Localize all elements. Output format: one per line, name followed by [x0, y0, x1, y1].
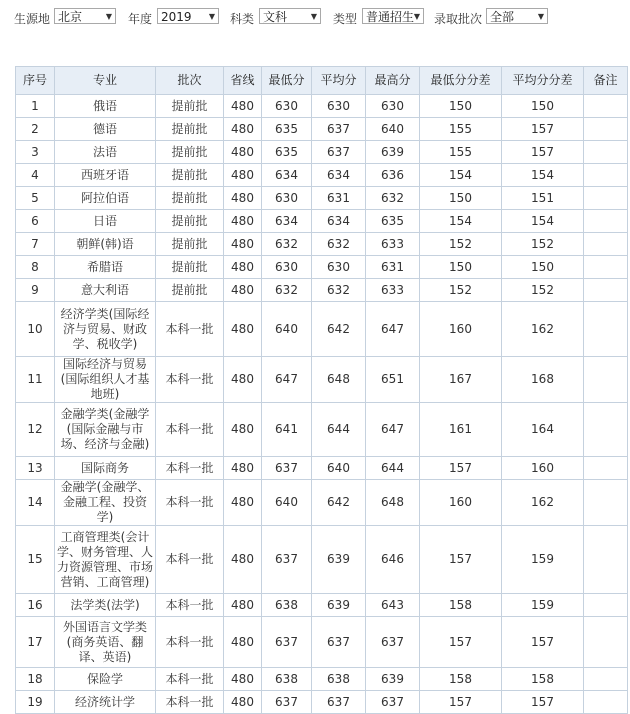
- cell-avg-diff: 160: [502, 457, 584, 480]
- table-row: [16, 210, 628, 233]
- cell-max: 644: [366, 457, 420, 480]
- subject-select[interactable]: [259, 8, 321, 24]
- cell-min: 634: [262, 164, 312, 187]
- cell-batch: 提前批: [156, 187, 224, 210]
- filter-label-year: 年度: [128, 12, 153, 26]
- cell-min: 647: [262, 357, 312, 403]
- cell-avg-diff: 158: [502, 668, 584, 691]
- cell-avg: 632: [312, 233, 366, 256]
- cell-avg-diff: 152: [502, 279, 584, 302]
- cell-note: [584, 141, 628, 164]
- table-row: [16, 187, 628, 210]
- year-select[interactable]: [157, 8, 219, 24]
- header-no: 序号: [16, 67, 55, 95]
- cell-note: [584, 457, 628, 480]
- header-min-diff: 最低分分差: [420, 67, 502, 95]
- cell-min-diff: 158: [420, 594, 502, 617]
- cell-max: 640: [366, 118, 420, 141]
- cell-min-diff: 167: [420, 357, 502, 403]
- header-max: 最高分: [366, 67, 420, 95]
- cell-batch: 提前批: [156, 141, 224, 164]
- filter-bar: [0, 0, 630, 34]
- cell-min-diff: 161: [420, 403, 502, 457]
- cell-avg-diff: 150: [502, 95, 584, 118]
- table-row: [16, 357, 628, 403]
- cell-major: 日语: [55, 210, 156, 233]
- cell-avg-diff: 157: [502, 617, 584, 668]
- cell-min: 637: [262, 617, 312, 668]
- cell-major: 国际经济与贸易(国际组织人才基地班): [55, 357, 156, 403]
- cell-avg: 638: [312, 668, 366, 691]
- cell-no: 5: [16, 187, 55, 210]
- cell-line: 480: [224, 210, 262, 233]
- admission-score-table: [15, 66, 628, 714]
- cell-max: 651: [366, 357, 420, 403]
- cell-max: 635: [366, 210, 420, 233]
- cell-batch: 本科一批: [156, 617, 224, 668]
- cell-avg: 634: [312, 210, 366, 233]
- cell-major: 法学类(法学): [55, 594, 156, 617]
- cell-min: 632: [262, 233, 312, 256]
- cell-batch: 提前批: [156, 95, 224, 118]
- cell-avg: 637: [312, 617, 366, 668]
- cell-line: 480: [224, 691, 262, 714]
- cell-max: 647: [366, 403, 420, 457]
- cell-note: [584, 526, 628, 594]
- batch-select-value: 全部: [490, 10, 515, 24]
- cell-min: 635: [262, 118, 312, 141]
- cell-no: 2: [16, 118, 55, 141]
- cell-max: 647: [366, 302, 420, 357]
- cell-avg-diff: 154: [502, 164, 584, 187]
- filter-label-batch: 录取批次: [434, 12, 483, 26]
- cell-note: [584, 279, 628, 302]
- chevron-down-icon: ▼: [105, 12, 112, 21]
- cell-note: [584, 302, 628, 357]
- table-row: [16, 691, 628, 714]
- cell-no: 10: [16, 302, 55, 357]
- cell-avg: 637: [312, 118, 366, 141]
- cell-min-diff: 155: [420, 118, 502, 141]
- cell-no: 17: [16, 617, 55, 668]
- cell-line: 480: [224, 403, 262, 457]
- table-row: [16, 279, 628, 302]
- cell-line: 480: [224, 233, 262, 256]
- cell-no: 13: [16, 457, 55, 480]
- cell-min: 630: [262, 256, 312, 279]
- cell-min: 635: [262, 141, 312, 164]
- table-row: [16, 457, 628, 480]
- cell-avg: 639: [312, 526, 366, 594]
- cell-note: [584, 233, 628, 256]
- cell-min: 630: [262, 95, 312, 118]
- cell-min-diff: 157: [420, 691, 502, 714]
- cell-no: 11: [16, 357, 55, 403]
- subject-select-value: 文科: [263, 10, 288, 24]
- table-row: [16, 617, 628, 668]
- cell-min-diff: 152: [420, 279, 502, 302]
- cell-avg: 644: [312, 403, 366, 457]
- cell-avg-diff: 152: [502, 233, 584, 256]
- type-select-value: 普通招生: [366, 10, 415, 24]
- cell-no: 9: [16, 279, 55, 302]
- cell-major: 德语: [55, 118, 156, 141]
- cell-major: 希腊语: [55, 256, 156, 279]
- cell-batch: 本科一批: [156, 302, 224, 357]
- chevron-down-icon: ▼: [537, 12, 544, 21]
- chevron-down-icon: ▼: [413, 12, 420, 21]
- cell-min: 640: [262, 480, 312, 526]
- cell-min: 640: [262, 302, 312, 357]
- cell-no: 6: [16, 210, 55, 233]
- table-row: [16, 95, 628, 118]
- cell-max: 648: [366, 480, 420, 526]
- table-row: [16, 480, 628, 526]
- cell-batch: 本科一批: [156, 594, 224, 617]
- cell-max: 639: [366, 141, 420, 164]
- cell-major: 外国语言文学类(商务英语、翻译、英语): [55, 617, 156, 668]
- cell-min-diff: 160: [420, 480, 502, 526]
- cell-batch: 本科一批: [156, 357, 224, 403]
- cell-avg: 630: [312, 95, 366, 118]
- cell-major: 经济学类(国际经济与贸易、财政学、税收学): [55, 302, 156, 357]
- cell-min: 632: [262, 279, 312, 302]
- cell-batch: 本科一批: [156, 403, 224, 457]
- cell-note: [584, 403, 628, 457]
- cell-min-diff: 150: [420, 187, 502, 210]
- cell-batch: 本科一批: [156, 691, 224, 714]
- table-row: [16, 526, 628, 594]
- cell-note: [584, 210, 628, 233]
- cell-major: 金融学类(金融学(国际金融与市场、经济与金融): [55, 403, 156, 457]
- cell-min: 638: [262, 668, 312, 691]
- cell-line: 480: [224, 256, 262, 279]
- cell-avg-diff: 157: [502, 118, 584, 141]
- cell-no: 15: [16, 526, 55, 594]
- cell-no: 12: [16, 403, 55, 457]
- table-row: [16, 594, 628, 617]
- table-header-row: [16, 67, 628, 95]
- type-select[interactable]: [362, 8, 424, 24]
- cell-max: 637: [366, 617, 420, 668]
- table-row: [16, 403, 628, 457]
- cell-no: 18: [16, 668, 55, 691]
- cell-min-diff: 152: [420, 233, 502, 256]
- cell-note: [584, 95, 628, 118]
- header-avg-diff: 平均分分差: [502, 67, 584, 95]
- cell-no: 1: [16, 95, 55, 118]
- cell-no: 7: [16, 233, 55, 256]
- cell-min: 637: [262, 526, 312, 594]
- cell-min: 630: [262, 187, 312, 210]
- cell-avg-diff: 151: [502, 187, 584, 210]
- cell-batch: 提前批: [156, 256, 224, 279]
- cell-avg: 637: [312, 141, 366, 164]
- cell-note: [584, 668, 628, 691]
- cell-min: 634: [262, 210, 312, 233]
- cell-note: [584, 480, 628, 526]
- cell-max: 633: [366, 279, 420, 302]
- table-row: [16, 164, 628, 187]
- cell-max: 646: [366, 526, 420, 594]
- cell-min: 637: [262, 691, 312, 714]
- cell-min: 638: [262, 594, 312, 617]
- header-line: 省线: [224, 67, 262, 95]
- cell-line: 480: [224, 141, 262, 164]
- header-note: 备注: [584, 67, 628, 95]
- cell-no: 4: [16, 164, 55, 187]
- cell-line: 480: [224, 302, 262, 357]
- cell-no: 8: [16, 256, 55, 279]
- header-batch: 批次: [156, 67, 224, 95]
- cell-line: 480: [224, 164, 262, 187]
- header-min: 最低分: [262, 67, 312, 95]
- cell-min-diff: 158: [420, 668, 502, 691]
- cell-line: 480: [224, 668, 262, 691]
- cell-major: 法语: [55, 141, 156, 164]
- cell-avg-diff: 157: [502, 691, 584, 714]
- filter-label-origin: 生源地: [14, 12, 51, 26]
- cell-min-diff: 157: [420, 617, 502, 668]
- cell-major: 金融学(金融学、金融工程、投资学): [55, 480, 156, 526]
- cell-avg: 640: [312, 457, 366, 480]
- cell-major: 保险学: [55, 668, 156, 691]
- cell-avg-diff: 159: [502, 594, 584, 617]
- cell-avg-diff: 162: [502, 480, 584, 526]
- cell-line: 480: [224, 95, 262, 118]
- cell-min-diff: 150: [420, 256, 502, 279]
- cell-line: 480: [224, 617, 262, 668]
- cell-major: 经济统计学: [55, 691, 156, 714]
- cell-no: 14: [16, 480, 55, 526]
- cell-line: 480: [224, 118, 262, 141]
- cell-line: 480: [224, 480, 262, 526]
- header-avg: 平均分: [312, 67, 366, 95]
- cell-avg-diff: 154: [502, 210, 584, 233]
- cell-max: 643: [366, 594, 420, 617]
- cell-no: 3: [16, 141, 55, 164]
- chevron-down-icon: ▼: [310, 12, 317, 21]
- cell-batch: 本科一批: [156, 457, 224, 480]
- cell-note: [584, 357, 628, 403]
- cell-batch: 本科一批: [156, 668, 224, 691]
- origin-select[interactable]: [54, 8, 116, 24]
- cell-avg-diff: 164: [502, 403, 584, 457]
- cell-major: 工商管理类(会计学、财务管理、人力资源管理、市场营销、工商管理): [55, 526, 156, 594]
- cell-avg: 634: [312, 164, 366, 187]
- cell-min-diff: 157: [420, 526, 502, 594]
- cell-line: 480: [224, 457, 262, 480]
- cell-avg-diff: 157: [502, 141, 584, 164]
- cell-avg: 639: [312, 594, 366, 617]
- cell-no: 16: [16, 594, 55, 617]
- cell-max: 630: [366, 95, 420, 118]
- cell-avg: 642: [312, 302, 366, 357]
- cell-batch: 本科一批: [156, 526, 224, 594]
- origin-select-value: 北京: [58, 10, 83, 24]
- table-row: [16, 118, 628, 141]
- cell-min-diff: 155: [420, 141, 502, 164]
- cell-note: [584, 594, 628, 617]
- cell-max: 633: [366, 233, 420, 256]
- filter-label-subject: 科类: [230, 12, 255, 26]
- table-row: [16, 233, 628, 256]
- cell-batch: 提前批: [156, 279, 224, 302]
- cell-note: [584, 187, 628, 210]
- header-major: 专业: [55, 67, 156, 95]
- cell-min-diff: 150: [420, 95, 502, 118]
- cell-min-diff: 157: [420, 457, 502, 480]
- cell-max: 636: [366, 164, 420, 187]
- cell-note: [584, 691, 628, 714]
- cell-major: 阿拉伯语: [55, 187, 156, 210]
- chevron-down-icon: ▼: [208, 12, 215, 21]
- cell-line: 480: [224, 357, 262, 403]
- cell-note: [584, 164, 628, 187]
- cell-line: 480: [224, 279, 262, 302]
- cell-no: 19: [16, 691, 55, 714]
- cell-avg-diff: 168: [502, 357, 584, 403]
- cell-avg: 637: [312, 691, 366, 714]
- cell-max: 639: [366, 668, 420, 691]
- cell-note: [584, 617, 628, 668]
- cell-max: 631: [366, 256, 420, 279]
- cell-batch: 提前批: [156, 118, 224, 141]
- filter-label-type: 类型: [333, 12, 358, 26]
- cell-avg-diff: 159: [502, 526, 584, 594]
- cell-line: 480: [224, 187, 262, 210]
- cell-avg: 632: [312, 279, 366, 302]
- cell-major: 意大利语: [55, 279, 156, 302]
- cell-major: 西班牙语: [55, 164, 156, 187]
- cell-min-diff: 154: [420, 164, 502, 187]
- cell-min: 637: [262, 457, 312, 480]
- table-body: [16, 95, 628, 714]
- cell-avg-diff: 150: [502, 256, 584, 279]
- table-row: [16, 256, 628, 279]
- cell-avg: 642: [312, 480, 366, 526]
- cell-avg-diff: 162: [502, 302, 584, 357]
- cell-max: 637: [366, 691, 420, 714]
- cell-min: 641: [262, 403, 312, 457]
- cell-note: [584, 118, 628, 141]
- cell-line: 480: [224, 526, 262, 594]
- cell-avg: 648: [312, 357, 366, 403]
- cell-major: 俄语: [55, 95, 156, 118]
- table-row: [16, 141, 628, 164]
- cell-max: 632: [366, 187, 420, 210]
- year-select-value: 2019: [161, 10, 192, 24]
- cell-min-diff: 160: [420, 302, 502, 357]
- table-row: [16, 668, 628, 691]
- cell-min-diff: 154: [420, 210, 502, 233]
- cell-line: 480: [224, 594, 262, 617]
- cell-major: 国际商务: [55, 457, 156, 480]
- cell-note: [584, 256, 628, 279]
- cell-major: 朝鲜(韩)语: [55, 233, 156, 256]
- cell-batch: 提前批: [156, 210, 224, 233]
- cell-batch: 提前批: [156, 233, 224, 256]
- cell-avg: 631: [312, 187, 366, 210]
- cell-batch: 本科一批: [156, 480, 224, 526]
- batch-select[interactable]: [486, 8, 548, 24]
- cell-avg: 630: [312, 256, 366, 279]
- table-row: [16, 302, 628, 357]
- cell-batch: 提前批: [156, 164, 224, 187]
